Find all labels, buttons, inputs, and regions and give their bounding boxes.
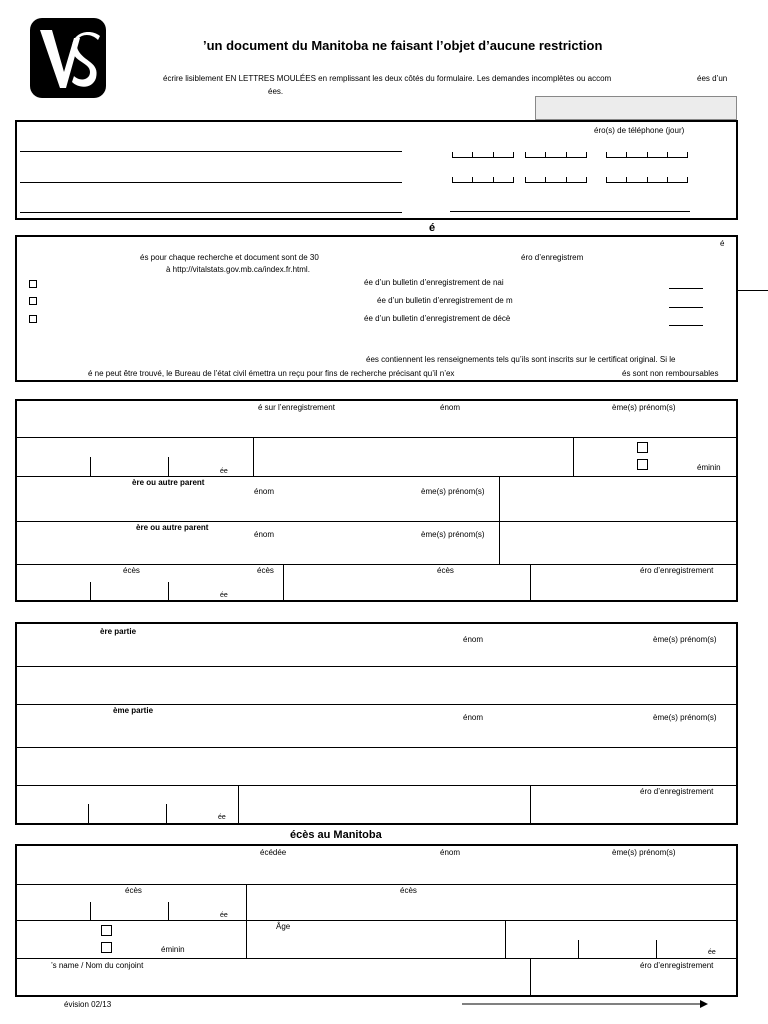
col-divider [246,884,247,958]
sex-male-checkbox[interactable] [637,442,648,453]
death-deces1-label: écès [125,886,142,895]
side-arrow-line [738,290,768,291]
service-heading: é [429,222,436,234]
parent1-second-names-label: ème(s) prénom(s) [421,487,485,496]
form-title: ’un document du Manitoba ne faisant l’objet d’aucune restriction [203,38,603,53]
death-deces2-label: écès [400,886,417,895]
revision-label: évision 02/13 [64,1000,112,1009]
registration-number-label: éro d’enregistrem [521,253,584,262]
applicant-name-line[interactable] [20,151,402,152]
date-tick [656,940,657,958]
parent2-label: ère ou autre parent [136,523,209,532]
death-second-names-label: ème(s) prénom(s) [612,848,676,857]
col-divider [505,920,506,958]
date-tick [90,582,91,600]
instructions-line1b: ées d’un [697,74,728,83]
instructions-line2: ées. [268,87,284,96]
option-birth-label: ée d’un bulletin d’enregistrement de nai [364,278,504,287]
fees-line1: és pour chaque recherche et document sont de 30 [140,253,319,262]
row-divider [17,521,736,522]
phone2-prefix[interactable] [525,173,587,183]
col-divider [573,437,574,476]
marriage-registration-number-label: éro d’enregistrement [640,787,714,796]
col-divider [530,564,531,600]
option-marriage-checkbox[interactable] [29,297,37,305]
col-divider [253,437,254,476]
phone-area-code[interactable] [452,148,514,158]
sex-female-label: éminin [697,463,721,472]
death-deceased-label: écédée [260,848,287,857]
death-sex-female-label: éminin [161,945,185,954]
applicant-signature-line[interactable] [450,211,690,212]
date-tick [90,902,91,921]
row-divider [17,920,736,921]
phone-prefix[interactable] [525,148,587,158]
row-divider [17,958,736,959]
date-tick [90,457,91,477]
row-divider [17,704,736,705]
birth-surname-label: é sur l’enregistrement [258,403,335,412]
birth-registration-number-label: éro d’enregistrement [640,566,714,575]
row-divider [17,476,736,477]
sex-female-checkbox[interactable] [637,459,648,470]
death-year-label: ée [220,912,228,919]
death-year2-label: ée [708,949,716,956]
birth-deces1-label: écès [123,566,140,575]
phone2-number[interactable] [606,173,688,183]
death-age-label: Âge [276,922,291,931]
parent1-prenom-label: énom [254,487,275,496]
row-divider [17,437,736,438]
marriage-section [15,622,738,825]
col-divider [530,958,531,995]
office-use-box [535,96,737,120]
note-line2b: és sont non remboursables [622,369,719,378]
date-tick [88,804,89,823]
row-divider [17,666,736,667]
row-divider [17,884,736,885]
vs-logo [28,16,108,100]
option-death-label: ée d’un bulletin d’enregistrement de décè [364,314,511,323]
death-prenom-label: énom [440,848,461,857]
applicant-city-line[interactable] [20,212,402,213]
applicant-address-line[interactable] [20,182,402,183]
party1-second-names-label: ème(s) prénom(s) [653,635,717,644]
option-marriage-qty[interactable] [669,307,703,308]
birth-deces3-label: écès [437,566,454,575]
note-line1: ées contiennent les renseignements tels qu’ils sont inscrits sur le certificat original. Si le [366,355,676,364]
date-tick [166,804,167,823]
birth-deces2-label: écès [257,566,274,575]
corner-mark: é [720,239,725,248]
death-sex-male-checkbox[interactable] [101,925,112,936]
col-divider [499,476,500,564]
option-birth-checkbox[interactable] [29,280,37,288]
birth-second-names-label: ème(s) prénom(s) [612,403,676,412]
option-marriage-label: ée d’un bulletin d’enregistrement de m [377,296,513,305]
death-registration-number-label: éro d’enregistrement [640,961,714,970]
marriage-year-label: ée [218,814,226,821]
col-divider [238,785,239,823]
party2-prenom-label: énom [463,713,484,722]
phone-label: éro(s) de téléphone (jour) [594,126,685,135]
phone-number[interactable] [606,148,688,158]
date-tick [168,457,169,477]
row-divider [17,785,736,786]
spouse-name-label: ’s name / Nom du conjoint [51,961,144,970]
col-divider [283,564,284,600]
parent2-prenom-label: énom [254,530,275,539]
death-section-title: écès au Manitoba [290,829,382,841]
row-divider [17,564,736,565]
option-death-checkbox[interactable] [29,315,37,323]
instructions-line1: écrire lisiblement EN LETTRES MOULÉES en remplissant les deux côtés du formulaire. Les demandes incomplètes ou accom [163,74,612,83]
date-tick [168,582,169,600]
row-divider [17,747,736,748]
death-sex-female-checkbox[interactable] [101,942,112,953]
col-divider [530,785,531,823]
phone2-area-code[interactable] [452,173,514,183]
option-birth-qty[interactable] [669,288,703,289]
note-line2a: é ne peut être trouvé, le Bureau de l’état civil émettra un reçu pour fins de recherche précisant qu’il n’ex [88,369,455,378]
fees-line2: à http://vitalstats.gov.mb.ca/index.fr.html. [166,265,310,274]
date-tick [168,902,169,921]
party1-label: ère partie [100,627,137,636]
birth-year-label: ée [220,468,228,475]
birth-year2-label: ée [220,592,228,599]
option-death-qty[interactable] [669,325,703,326]
parent2-second-names-label: ème(s) prénom(s) [421,530,485,539]
party1-prenom-label: énom [463,635,484,644]
birth-prenom-label: énom [440,403,461,412]
parent1-label: ère ou autre parent [132,478,205,487]
date-tick [578,940,579,958]
party2-second-names-label: ème(s) prénom(s) [653,713,717,722]
next-page-arrow-icon [462,998,708,1010]
party2-label: ème partie [113,706,154,715]
